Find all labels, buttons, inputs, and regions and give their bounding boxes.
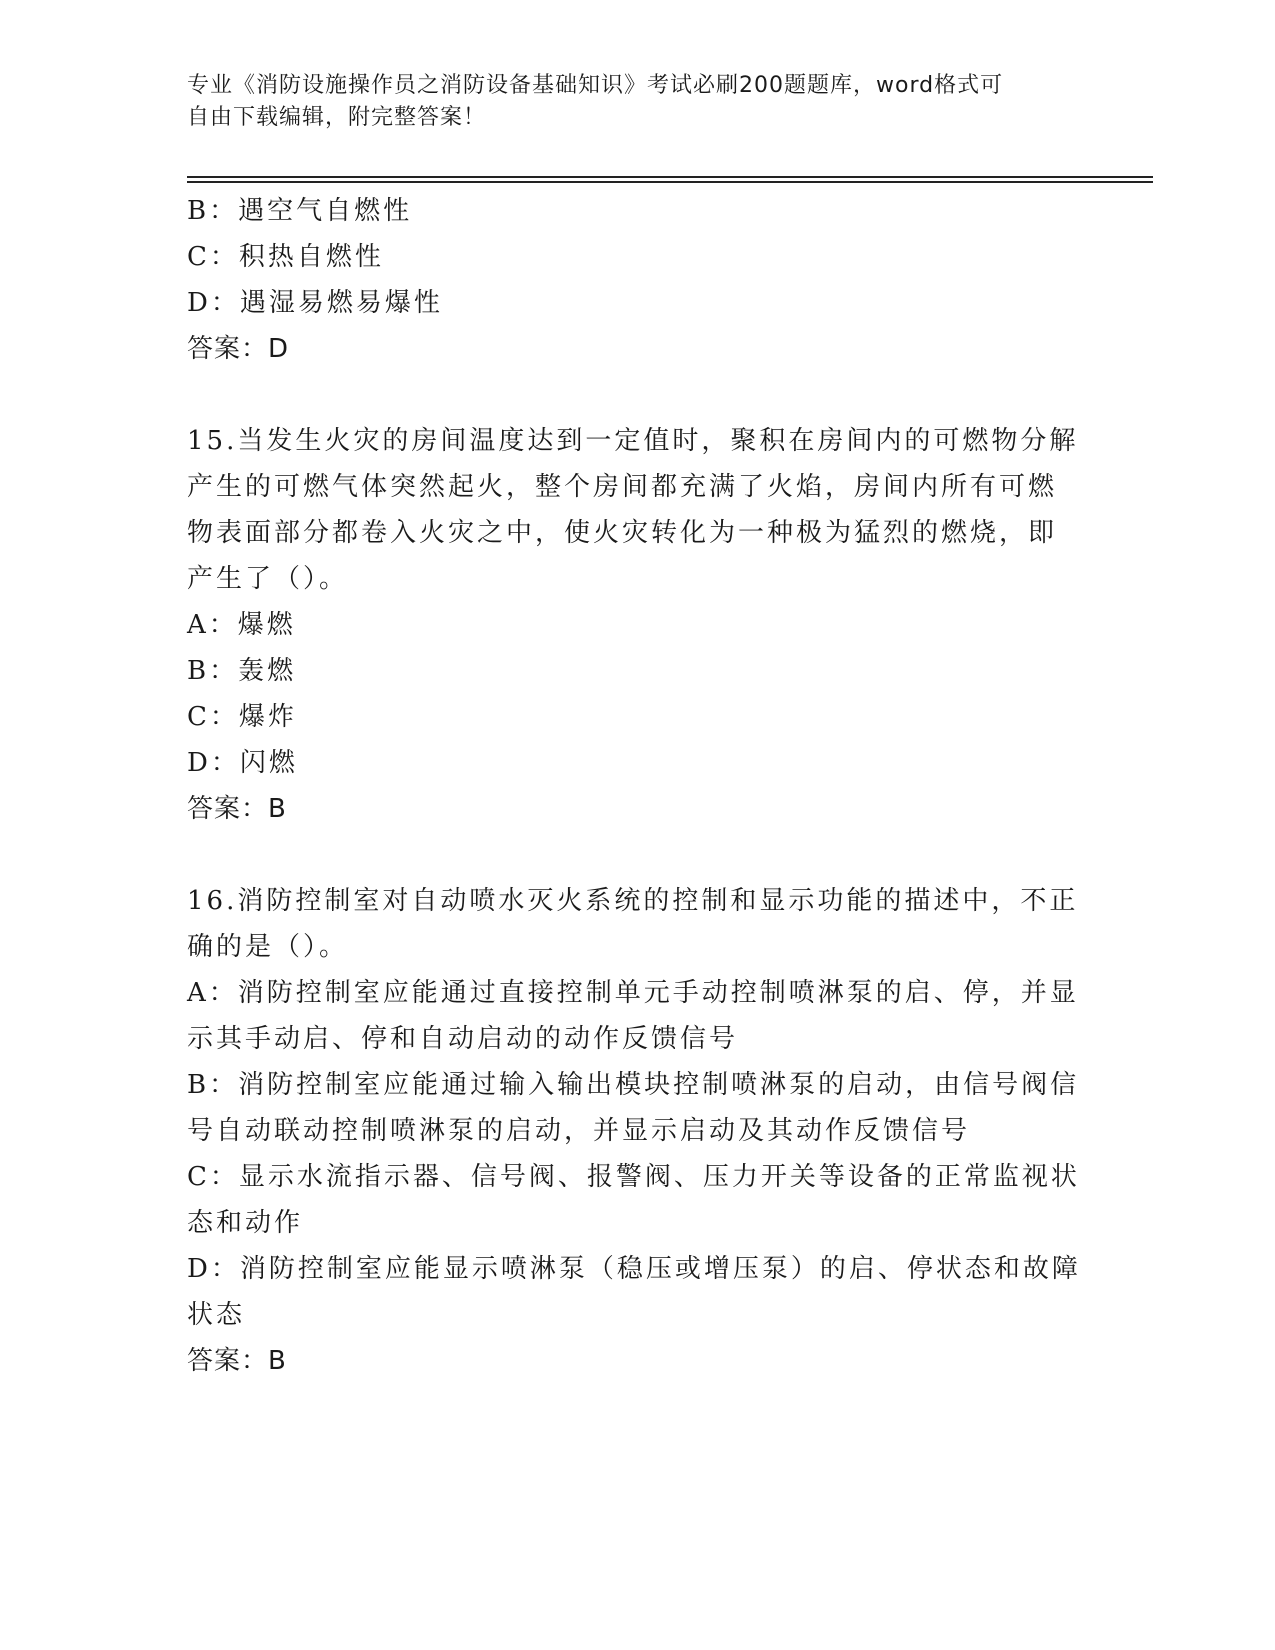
answer: 答案：B	[187, 1346, 287, 1376]
option-c-line: C：显示水流指示器、信号阀、报警阀、压力开关等设备的正常监视状	[187, 1162, 1080, 1192]
option-d-line: 状态	[187, 1300, 246, 1330]
spacer	[187, 832, 1087, 878]
document-body	[187, 188, 1087, 1384]
option-a-line: A：消防控制室应能通过直接控制单元手动控制喷淋泵的启、停，并显	[187, 978, 1079, 1008]
header-divider-bottom	[187, 181, 1153, 183]
option-b: B：轰燃	[187, 656, 297, 686]
question-stem-line: 物表面部分都卷入火灾之中，使火灾转化为一种极为猛烈的燃烧，即	[187, 518, 1058, 548]
document-header	[187, 70, 1067, 134]
option-a-line: 示其手动启、停和自动启动的动作反馈信号	[187, 1024, 739, 1054]
question-stem-line: 产生的可燃气体突然起火，整个房间都充满了火焰，房间内所有可燃	[187, 472, 1058, 502]
header-line-2: 自由下载编辑，附完整答案！	[187, 105, 487, 130]
header-divider-top	[187, 176, 1153, 178]
option-c: C：爆炸	[187, 702, 297, 732]
option-b-line: 号自动联动控制喷淋泵的启动，并显示启动及其动作反馈信号	[187, 1116, 971, 1146]
question-16	[187, 878, 1087, 1384]
question-stem-line: 产生了（）。	[187, 564, 349, 594]
spacer	[187, 372, 1087, 418]
question-stem-line: 确的是（）。	[187, 932, 349, 962]
option-c: C：积热自燃性	[187, 242, 384, 272]
question-15	[187, 418, 1087, 832]
option-c-line: 态和动作	[187, 1208, 304, 1238]
answer: 答案：D	[187, 334, 290, 364]
option-a: A：爆燃	[187, 610, 296, 640]
option-b-line: B：消防控制室应能通过输入输出模块控制喷淋泵的启动，由信号阀信	[187, 1070, 1080, 1100]
option-d: D：闪燃	[187, 748, 298, 778]
option-d-line: D：消防控制室应能显示喷淋泵（稳压或增压泵）的启、停状态和故障	[187, 1254, 1081, 1284]
question-stem-line: 16.消防控制室对自动喷水灭火系统的控制和显示功能的描述中，不正	[187, 886, 1079, 916]
option-b: B：遇空气自燃性	[187, 196, 413, 226]
header-line-1: 专业《消防设施操作员之消防设备基础知识》考试必刷200题题库，word格式可	[187, 73, 1004, 98]
option-d: D：遇湿易燃易爆性	[187, 288, 443, 318]
question-stem-line: 15.当发生火灾的房间温度达到一定值时，聚积在房间内的可燃物分解	[187, 426, 1079, 456]
question-14	[187, 188, 1087, 372]
answer: 答案：B	[187, 794, 287, 824]
